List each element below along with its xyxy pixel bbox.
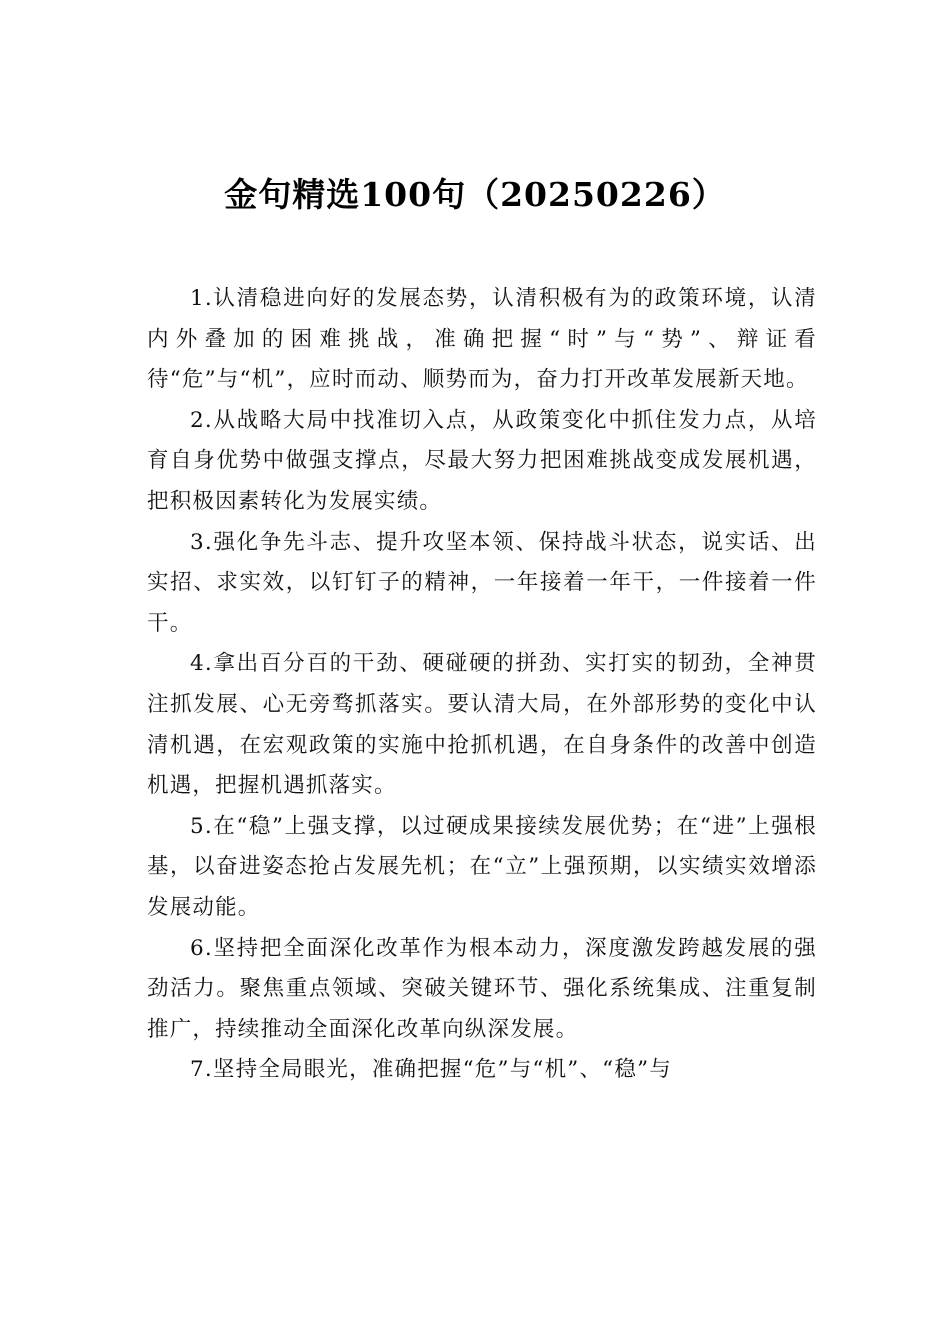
paragraph-6: 6.坚持把全面深化改革作为根本动力，深度激发跨越发展的强劲活力。聚焦重点领域、突破关键环节、强化系统集成、注重复制推广，持续推动全面深化改革向纵深发展。 <box>147 935 817 1042</box>
document-body <box>147 279 817 1091</box>
paragraph-7: 7.坚持全局眼光，准确把握“危”与“机”、“稳”与 <box>190 1057 672 1083</box>
document-title: 金句精选100句（20250226） <box>224 175 726 214</box>
paragraph-2: 2.从战略大局中找准切入点，从政策变化中抓住发力点，从培育自身优势中做强支撑点，尽最大努力把困难挑战变成发展机遇，把积极因素转化为发展实绩。 <box>147 407 817 514</box>
paragraph-4: 4.拿出百分百的干劲、硬碰硬的拼劲、实打实的韧劲，全神贯注抓发展、心无旁骛抓落实。要认清大局，在外部形势的变化中认清机遇，在宏观政策的实施中抢抓机遇，在自身条件的改善中创造机遇，把握机遇抓落实。 <box>147 651 817 799</box>
paragraph-3: 3.强化争先斗志、提升攻坚本领、保持战斗状态，说实话、出实招、求实效，以钉钉子的精神，一年接着一年干，一件接着一件干。 <box>147 529 817 636</box>
paragraph-1: 1.认清稳进向好的发展态势，认清积极有为的政策环境，认清内外叠加的困难挑战，准确把握“时”与“势”、辩证看待“危”与“机”，应时而动、顺势而为，奋力打开改革发展新天地。 <box>147 286 817 393</box>
paragraph-5: 5.在“稳”上强支撑，以过硬成果接续发展优势；在“进”上强根基，以奋进姿态抢占发展先机；在“立”上强预期，以实绩实效增添发展动能。 <box>147 813 817 920</box>
